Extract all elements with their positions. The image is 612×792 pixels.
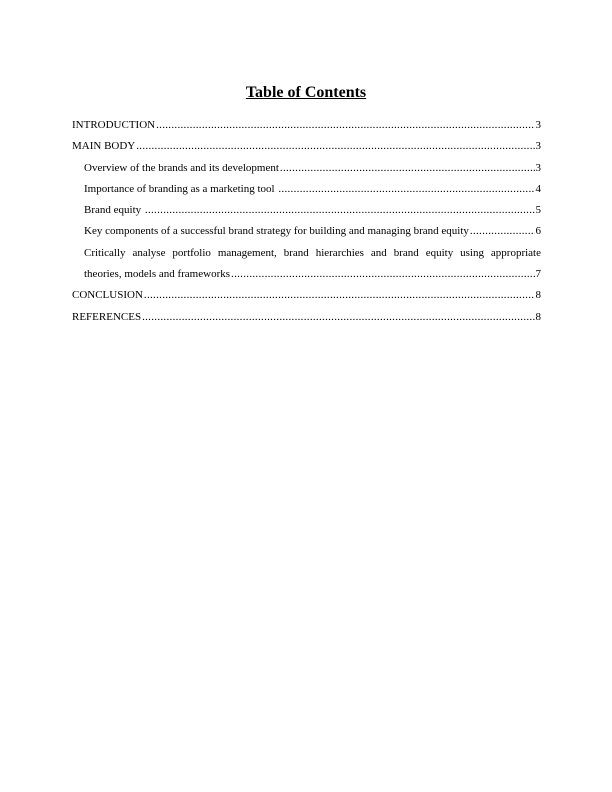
dot-leader xyxy=(144,285,535,306)
dot-leader xyxy=(470,221,535,242)
toc-entry-page: 8 xyxy=(535,289,541,302)
toc-entry-page: 3 xyxy=(535,140,541,153)
dot-leader xyxy=(142,307,534,328)
toc-list xyxy=(72,115,541,328)
toc-entry-text: Importance of branding as a marketing tool xyxy=(84,182,278,195)
toc-entry-introduction[interactable] xyxy=(72,115,541,136)
toc-entry-text: Brand equity xyxy=(84,204,144,217)
toc-entry-conclusion[interactable] xyxy=(72,285,541,306)
toc-entry-text: Key components of a successful brand strategy for building and managing brand equity xyxy=(84,225,469,238)
dot-leader xyxy=(156,115,534,136)
toc-entry-page: 7 xyxy=(535,268,541,281)
toc-entry-references[interactable] xyxy=(72,307,541,328)
toc-entry-importance-of-branding[interactable] xyxy=(72,179,541,200)
dot-leader xyxy=(278,179,534,200)
toc-entry-line2 xyxy=(84,264,541,285)
toc-entry-text-line1: Critically analyse portfolio management, brand hierarchies and brand equity using appropriate xyxy=(84,246,541,259)
toc-entry-page: 6 xyxy=(535,225,541,238)
toc-entry-critically-analyse[interactable] xyxy=(72,243,541,286)
dot-leader xyxy=(231,264,534,285)
toc-entry-key-components[interactable] xyxy=(72,221,541,242)
toc-entry-overview-of-brands[interactable] xyxy=(72,158,541,179)
toc-entry-text: INTRODUCTION xyxy=(72,119,156,131)
toc-entry-page: 3 xyxy=(535,119,541,131)
toc-entry-text: MAIN BODY xyxy=(72,140,136,153)
dot-leader xyxy=(145,200,535,221)
toc-entry-page: 4 xyxy=(535,182,541,195)
toc-entry-text-line2: theories, models and frameworks xyxy=(84,268,231,281)
toc-entry-main-body[interactable] xyxy=(72,136,541,157)
dot-leader xyxy=(280,158,535,179)
dot-leader xyxy=(136,136,534,157)
toc-entry-text: Overview of the brands and its development xyxy=(84,161,279,174)
toc-entry-brand-equity[interactable] xyxy=(72,200,541,221)
toc-entry-page: 5 xyxy=(535,204,541,217)
toc-entry-page: 8 xyxy=(535,310,541,323)
toc-entry-page: 3 xyxy=(535,161,541,174)
toc-entry-text: REFERENCES xyxy=(72,310,142,323)
toc-entry-text: CONCLUSION xyxy=(72,289,143,302)
toc-title: Table of Contents xyxy=(245,84,367,101)
